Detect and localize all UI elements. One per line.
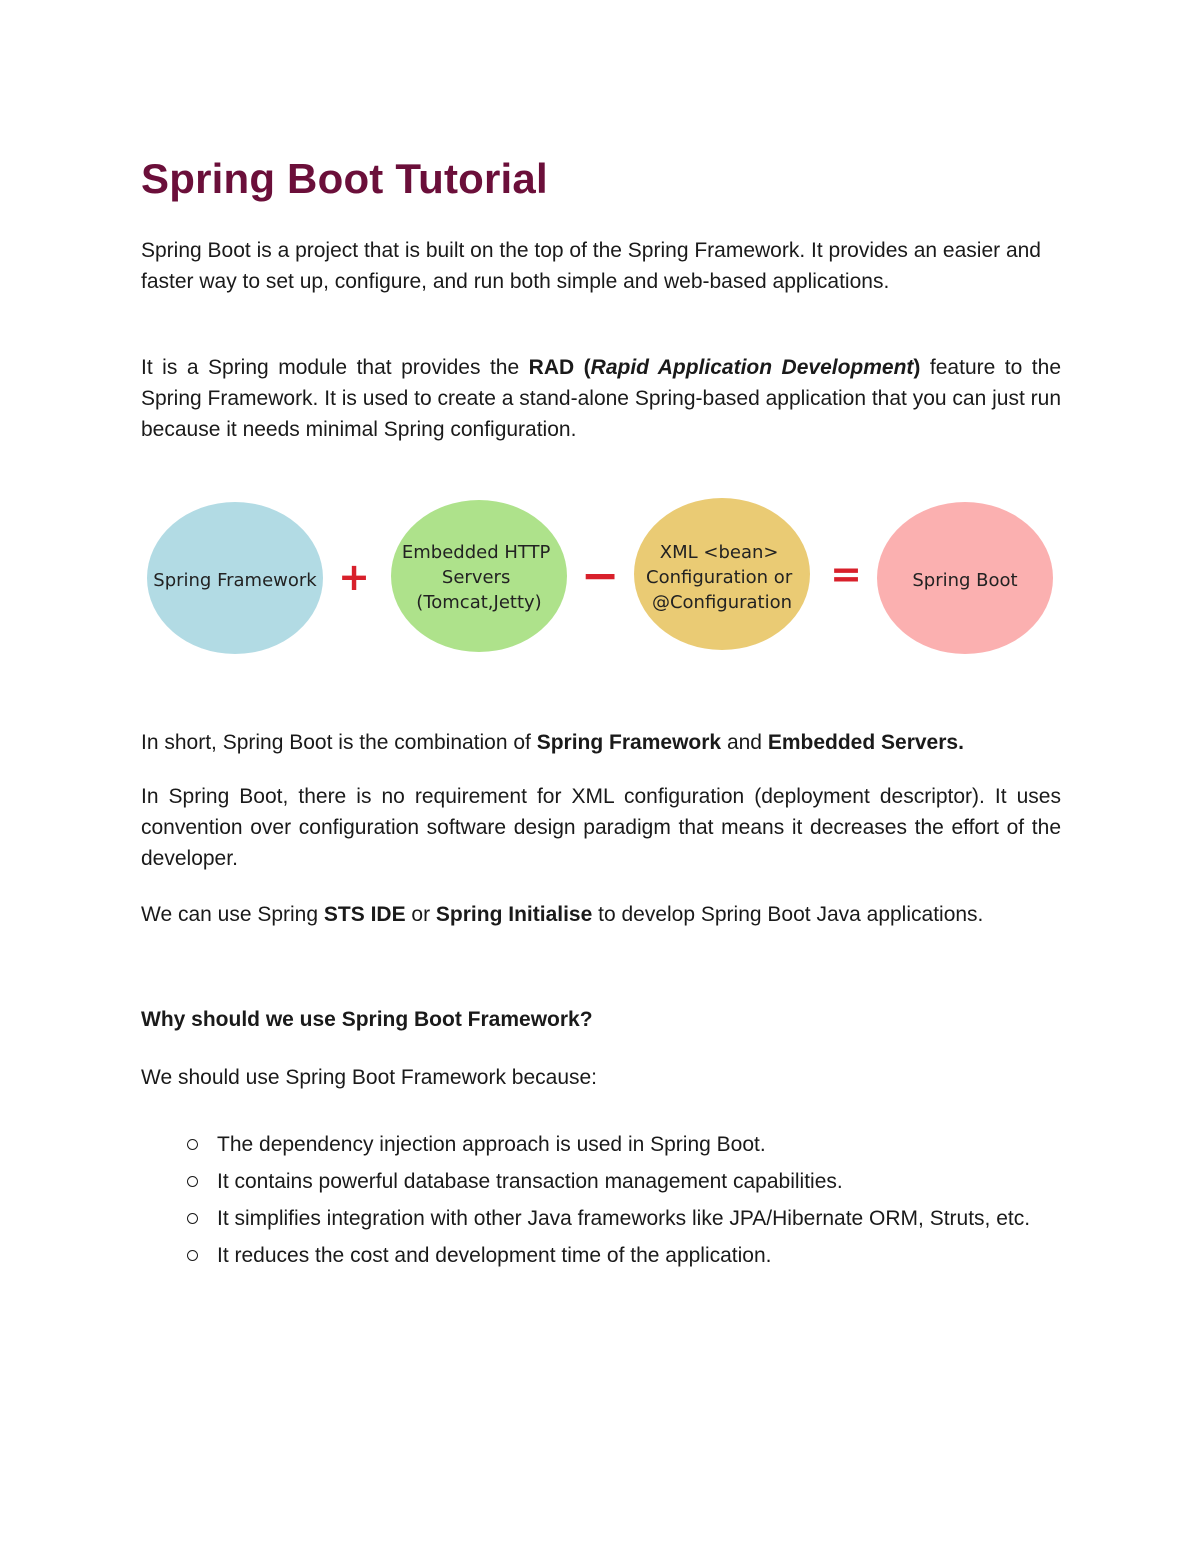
list-item: The dependency injection approach is used in Spring Boot. <box>141 1126 1061 1163</box>
in-short-paragraph: In short, Spring Boot is the combination of Spring Framework and Embedded Servers. <box>141 731 964 754</box>
rad-paragraph: It is a Spring module that provides the RAD (Rapid Application Development) feature to the Spring Framework. It is used to create a stand-alone Spring-based application that you can just run because it needs minimal Spring configuration. <box>141 356 1061 441</box>
bullet-circle-icon <box>187 1139 198 1150</box>
spring-boot-equation-diagram <box>145 498 1060 658</box>
minus-operator: − <box>580 548 620 602</box>
because-paragraph: We should use Spring Boot Framework because: <box>141 1066 598 1089</box>
bullet-circle-icon <box>187 1213 198 1224</box>
tools-paragraph: We can use Spring STS IDE or Spring Initialise to develop Spring Boot Java applications. <box>141 903 984 926</box>
spring-framework-label: Spring Framework <box>153 570 317 591</box>
page-title: Spring Boot Tutorial <box>141 155 548 202</box>
bullet-circle-icon <box>187 1250 198 1261</box>
intro-paragraph: Spring Boot is a project that is built on the top of the Spring Framework. It provides an easier and faster way to set up, configure, and run both simple and web-based applications. <box>141 239 1041 293</box>
xml-configuration-label: XML <bean> Configuration or @Configuration <box>646 542 793 613</box>
embedded-servers-label: Embedded HTTP Servers (Tomcat,Jetty) <box>401 542 551 613</box>
why-heading: Why should we use Spring Boot Framework? <box>141 1008 593 1031</box>
rad-italic: Rapid Application Development <box>590 356 914 379</box>
equals-operator: = <box>830 552 862 596</box>
reasons-list <box>141 1126 1061 1274</box>
list-item: It simplifies integration with other Java frameworks like JPA/Hibernate ORM, Struts, etc. <box>141 1200 1061 1237</box>
no-xml-paragraph: In Spring Boot, there is no requirement for XML configuration (deployment descriptor). It uses convention over configuration software design paradigm that means it decreases the effort of the developer. <box>141 785 1061 870</box>
plus-operator: + <box>338 555 370 599</box>
list-item: It reduces the cost and development time of the application. <box>141 1237 1061 1274</box>
bullet-circle-icon <box>187 1176 198 1187</box>
rad-bold: RAD <box>528 356 575 379</box>
list-item: It contains powerful database transaction management capabilities. <box>141 1163 1061 1200</box>
spring-boot-label: Spring Boot <box>912 570 1018 591</box>
